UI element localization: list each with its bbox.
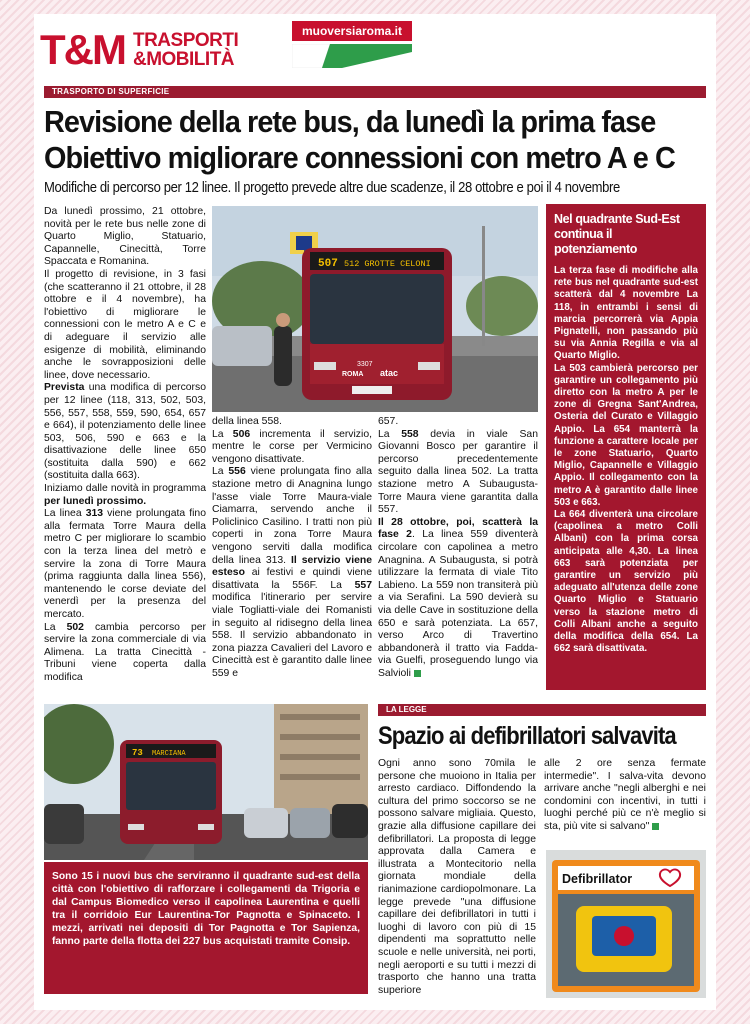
bus-fleet-number: 3307 (357, 361, 373, 368)
article-column-2 (212, 416, 372, 680)
section-label: TRASPORTO DI SUPERFICIE (44, 86, 706, 98)
brand-logo (40, 20, 238, 80)
website-label: muoversiaroma.it (292, 21, 412, 41)
article-column-4: Ogni anno sono 70mila le persone che muoiono in Italia per arresto cardiaco. Diffondendo la cultura del primo soccorso se ne possono salvare migliaia. Questo, grazie alla diffusione capillare dei defibrillatori. La proposta di legge approvata dalla Camera e illustrata a Montecitorio nella giornata mondiale della rianimazione cardiopolmonare. La legge prevede "una diffusione capillare dei defibrillatori in tutti i luoghi di lavoro con più di 15 dipendenti ma soprattutto nelle scuole e nelle università, nei porti, negli aeroporti e su tutti i mezzi di trasporto che hanno una tratta superiore (378, 758, 536, 996)
paragraph: La 558 devia in viale San Giovanni Bosco per garantire il percorso precedentemente seguito dalla linea 502. La tratta stazione metro A Subaugusta-Torre Maura viene garantita dalla 557. (378, 428, 538, 516)
bus-operator: atac (380, 368, 399, 378)
paragraph: La 506 incrementa il servizio, mentre le corse per Vermicino vengono disattivate. (212, 428, 372, 465)
bus-route-number: 73 (132, 748, 143, 758)
newspaper-page (34, 14, 716, 1010)
sidebar-paragraph: La 664 diventerà una circolare (capolinea a metro Colli Albani) con la prima corsa anticipata alle 4,30. La linea 663 sarà potenziata per garantire un servizio più adeguato all'utenza delle zone Quarto Miglio e Statuario verso la stazione metro di Colli Albani anche a seguito della modifica della 654. La 662 sarà disattivata. (554, 509, 698, 655)
section-label: LA LEGGE (378, 704, 706, 716)
brand-line-1: TRASPORTI (132, 30, 239, 51)
paragraph: La 556 viene prolungata fino alla stazione metro di Anagnina lungo l'asse viale Torre Maura-viale Ciamarra, servendo anche il Policlinico Casilino. I tratti non più coperti in zona Torre Maura vengono serviti dalla modifica della linea 313. Il servizio viene esteso ai festivi e quindi viene disattivata la 556F. La 557 modifica l'itinerario per servire viale Togliatti-viale dei Romanisti in seguito al ridisegno della linea 558. Il servizio abbandonato in zona piazza Cavalieri del Lavoro e Cinecittà est è garantito dalle linee 559 e (212, 466, 372, 679)
brand-name (133, 31, 238, 69)
sidebar-title: Nel quadrante Sud-Est continua il potenziamento (554, 212, 680, 256)
headline (44, 104, 675, 176)
new-bus-photo (44, 704, 368, 860)
article-column-3 (378, 416, 538, 680)
defibrillator-label: Defibrillator (562, 872, 633, 886)
sidebar-paragraph: La terza fase di modifiche alla rete bus nel quadrante sud-est scatterà dal 4 novembre La 118, in entrambi i sensi di marcia percorrerà via Appia Pignatelli, non passando più su via Annia Regilla e via al Quarto Miglio. (554, 265, 698, 362)
bus-destination: 512 GROTTE CELONI (344, 259, 431, 269)
subheadline: Modifiche di percorso per 12 linee. Il progetto prevede altre due scadenze, il 28 ottobre e poi il 4 novembre (44, 180, 620, 196)
headline-line-1: Revisione della rete bus, da lunedì la prima fase (44, 104, 656, 139)
photo-caption: Sono 15 i nuovi bus che serviranno il quadrante sud-est della città con l'obiettivo di rafforzare i collegamenti da Trigoria e dal Campus Biomedico verso il capolinea Laurentina e quelli tra il corridoio Eur Laurentina-Tor Pagnotta e Spinaceto. I mezzi, arrivati nei depositi di Tor Pagnotta e Tor Sapienza, fanno parte della flotta dei 227 bus acquistati tramite Consip. (44, 862, 368, 994)
tricolor-flag-icon (292, 44, 412, 68)
paragraph: 657. (378, 416, 399, 427)
paragraph: Il 28 ottobre, poi, scatterà la fase 2. La linea 559 diventerà circolare con capolinea a metro Anagnina. A Subaugusta, si potrà utilizzare la fermata di viale Tito Labieno. La 559 non transiterà più a via Serafini. La 590 devierà su via delle Cave in sostituzione della 650 e sarà potenziata. La 657, verso Arco di Travertino abbandonerà il tratto via Fadda-via Guelfi, proseguendo lungo via Salvioli (378, 516, 538, 679)
end-mark-icon (414, 670, 421, 677)
sidebar-box (546, 204, 706, 690)
defibrillator-photo (546, 850, 706, 998)
brand-main: T&M (40, 26, 125, 73)
article-column-1 (44, 206, 206, 685)
headline-line-2: Obiettivo migliorare connessioni con metro A e C (44, 140, 675, 175)
paragraph: della linea 558. (212, 416, 282, 427)
bus-photo (212, 206, 538, 412)
paragraph: Iniziamo dalle novità in programma per lunedì prossimo. (44, 483, 206, 507)
paragraph: Il progetto di revisione, in 3 fasi (che scatteranno il 21 ottobre, il 28 ottobre e il 4 novembre), ha l'obiettivo di migliorare le connessioni con le metro A e C e di adeguare il servizio alle esigenze di mobilità, eliminando anche le sovrapposizioni delle linee, dove necessario. (44, 268, 206, 381)
brand-line-2: &MOBILITÀ (132, 49, 235, 70)
bus-route-number: 507 (318, 258, 338, 270)
sidebar-paragraph: La 503 cambierà percorso per garantire un collegamento più diretto con la metro A per le zone di Gregna Sant'Andrea, Osteria del Curato e Villaggio Appio. La 654 manterrà la funzione a carattere locale per le zone Statuario, Quarto Miglio, Capannelle e Villaggio Appio. Il collegamento con la metro A è garantito dalle linee 503 e 663. (554, 362, 698, 508)
bus-brand: ROMA (342, 371, 364, 378)
paragraph: La linea 313 viene prolungata fino alla fermata Torre Maura della metro C per migliorare lo scambio con la terza linea del metrò e servire la zona di Torre Maura (prima raggiunta dalla linea 556), mantenendo le corse deviate del venerdì per la presenza del mercato. (44, 508, 206, 620)
end-mark-icon (652, 823, 659, 830)
bus-destination: MARCIANA (152, 750, 186, 758)
article-title: Spazio ai defibrillatori salvavita (378, 722, 676, 750)
paragraph: Prevista una modifica di percorso per 12 linee (118, 313, 502, 503, 556, 557, 558, 559, 590, 654, 657 e 664), il potenziamento delle linee 503, 506, 590 e 663 e la disattivazione delle linee 650 (sostituita dalla 590) e 662 (sostituita dalla 663). (44, 382, 206, 482)
paragraph: La 502 cambia percorso per servire la zona commerciale di via Alimena. La tratta Cinecittà -Tribuni viene coperta dalla modifica (44, 621, 206, 683)
paragraph: Da lunedì prossimo, 21 ottobre, novità per le rete bus nelle zone di Quarto Miglio, Statuario, Capannelle, Cinecittà, Torre Spaccata e Romanina. (44, 206, 206, 268)
article-column-5: alle 2 ore senza fermate intermedie". I salva-vita devono arrivare anche "negli alberghi e nei condomini con incentivi, in tutti i luoghi perché più ce n'è meglio si sta, più vite si salvano" (544, 758, 706, 832)
